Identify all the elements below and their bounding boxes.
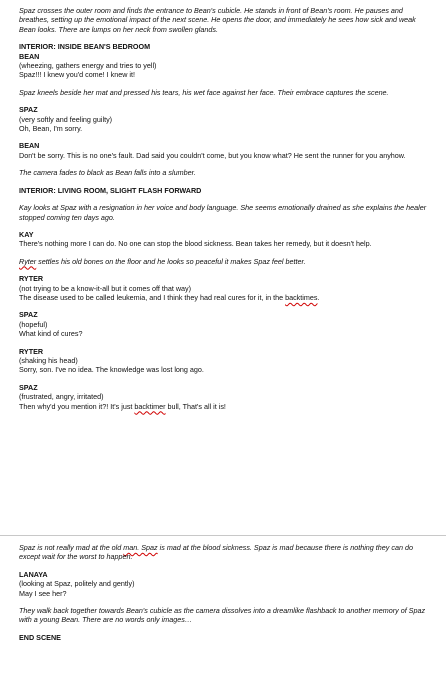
dialogue-line: Spaz!!! I knew you'd come! I knew it! (19, 70, 136, 80)
dialogue-ryter-2 (19, 347, 427, 375)
spellcheck-word: Ryter (19, 256, 37, 266)
parenthetical: (frustrated, angry, irritated) (19, 392, 104, 402)
parenthetical: (not trying to be a know-it-all but it comes off that way) (19, 283, 192, 293)
parenthetical: (hopeful) (19, 319, 48, 329)
action-paragraph-5 (19, 257, 427, 266)
speaker-name: BEAN (19, 51, 40, 61)
dialogue-lanaya (19, 570, 427, 598)
spellcheck-word: backtimer (134, 401, 166, 411)
speaker-name: LANAYA (19, 569, 48, 579)
action-paragraph-3: The camera fades to black as Bean falls into a slumber. (19, 168, 196, 178)
dialogue-text: bull, That's all it is! (165, 401, 226, 411)
dialogue-line: Sorry, son. I've no idea. The knowledge was lost long ago. (19, 365, 204, 375)
script-page-top (19, 6, 427, 419)
page-break-divider (0, 535, 446, 536)
speaker-name: KAY (19, 229, 34, 239)
action-paragraph-1: Spaz crosses the outer room and finds the entrance to Bean's cubicle. He stands in front of Bean's room. He pauses and breathes, setting up the emotional impact of the next scene. He opens the door, and immediately he sees how sick and weak Bean looks. There are lumps on her neck from swollen glands. (19, 6, 416, 34)
action-text: is mad at the blood sickness. Spaz is mad because there is nothing they can do except wait for the worst to happen. (19, 543, 413, 562)
dialogue-line: There's nothing more I can do. No one can stop the blood sickness. Bean takes her remedy, but it doesn't help. (19, 239, 372, 249)
dialogue-line: May I see her? (19, 588, 67, 598)
dialogue-kay (19, 230, 427, 249)
dialogue-line (19, 293, 427, 302)
speaker-name: SPAZ (19, 105, 38, 115)
spellcheck-word: backtimes (285, 292, 318, 302)
dialogue-text: The disease used to be called leukemia, and I think they had real cures for it, in the (19, 292, 286, 302)
parenthetical: (looking at Spaz, politely and gently) (19, 579, 135, 589)
speaker-name: SPAZ (19, 382, 38, 392)
dialogue-spaz-2 (19, 310, 427, 338)
action-text: Spaz is not really mad at the old (19, 543, 124, 552)
speaker-name: RYTER (19, 346, 44, 356)
action-paragraph-7: They walk back together towards Bean's cubicle as the camera dissolves into a dreamlike flashback to another memory of Spaz with a young Bean. There are no words only images… (19, 606, 426, 625)
action-text: settles his old bones on the floor and he looks so peaceful it makes Spaz feel better. (36, 256, 306, 266)
end-scene-heading: END SCENE (19, 632, 61, 642)
scene-heading-living-room: INTERIOR: LIVING ROOM, SLIGHT FLASH FORWARD (19, 185, 202, 195)
speaker-name: SPAZ (19, 310, 38, 320)
dialogue-bean-1 (19, 42, 427, 80)
dialogue-spaz-3 (19, 383, 427, 411)
parenthetical: (wheezing, gathers energy and tries to yell) (19, 61, 157, 71)
speaker-name: RYTER (19, 274, 44, 284)
action-paragraph-4: Kay looks at Spaz with a resignation in her voice and body language. She seems emotionally drained as she explains the healer stopped coming ten days ago. (19, 203, 427, 222)
dialogue-line: Oh, Bean, I'm sorry. (19, 124, 83, 134)
dialogue-spaz-1 (19, 105, 427, 133)
dialogue-text: . (317, 292, 320, 302)
dialogue-line: What kind of cures? (19, 329, 83, 339)
dialogue-bean-2 (19, 141, 427, 160)
parenthetical: (very softly and feeling guilty) (19, 114, 113, 124)
parenthetical: (shaking his head) (19, 355, 78, 365)
action-paragraph-2: Spaz kneels beside her mat and pressed his tears, his wet face against her face. Their embrace captures the scene. (19, 87, 389, 97)
speaker-name: BEAN (19, 141, 40, 151)
action-paragraph-6 (19, 543, 427, 562)
dialogue-text: Then why'd you mention it?! It's just (19, 401, 135, 411)
scene-heading-bedroom: INTERIOR: INSIDE BEAN'S BEDROOM (19, 42, 151, 52)
dialogue-line: Don't be sorry. This is no one's fault. Dad said you couldn't come, but you know what? He sent the runner for you anyhow. (19, 150, 406, 160)
script-page-bottom (19, 543, 427, 643)
dialogue-ryter-1 (19, 274, 427, 302)
spellcheck-word: man. Spaz (123, 543, 158, 552)
dialogue-line (19, 402, 427, 411)
